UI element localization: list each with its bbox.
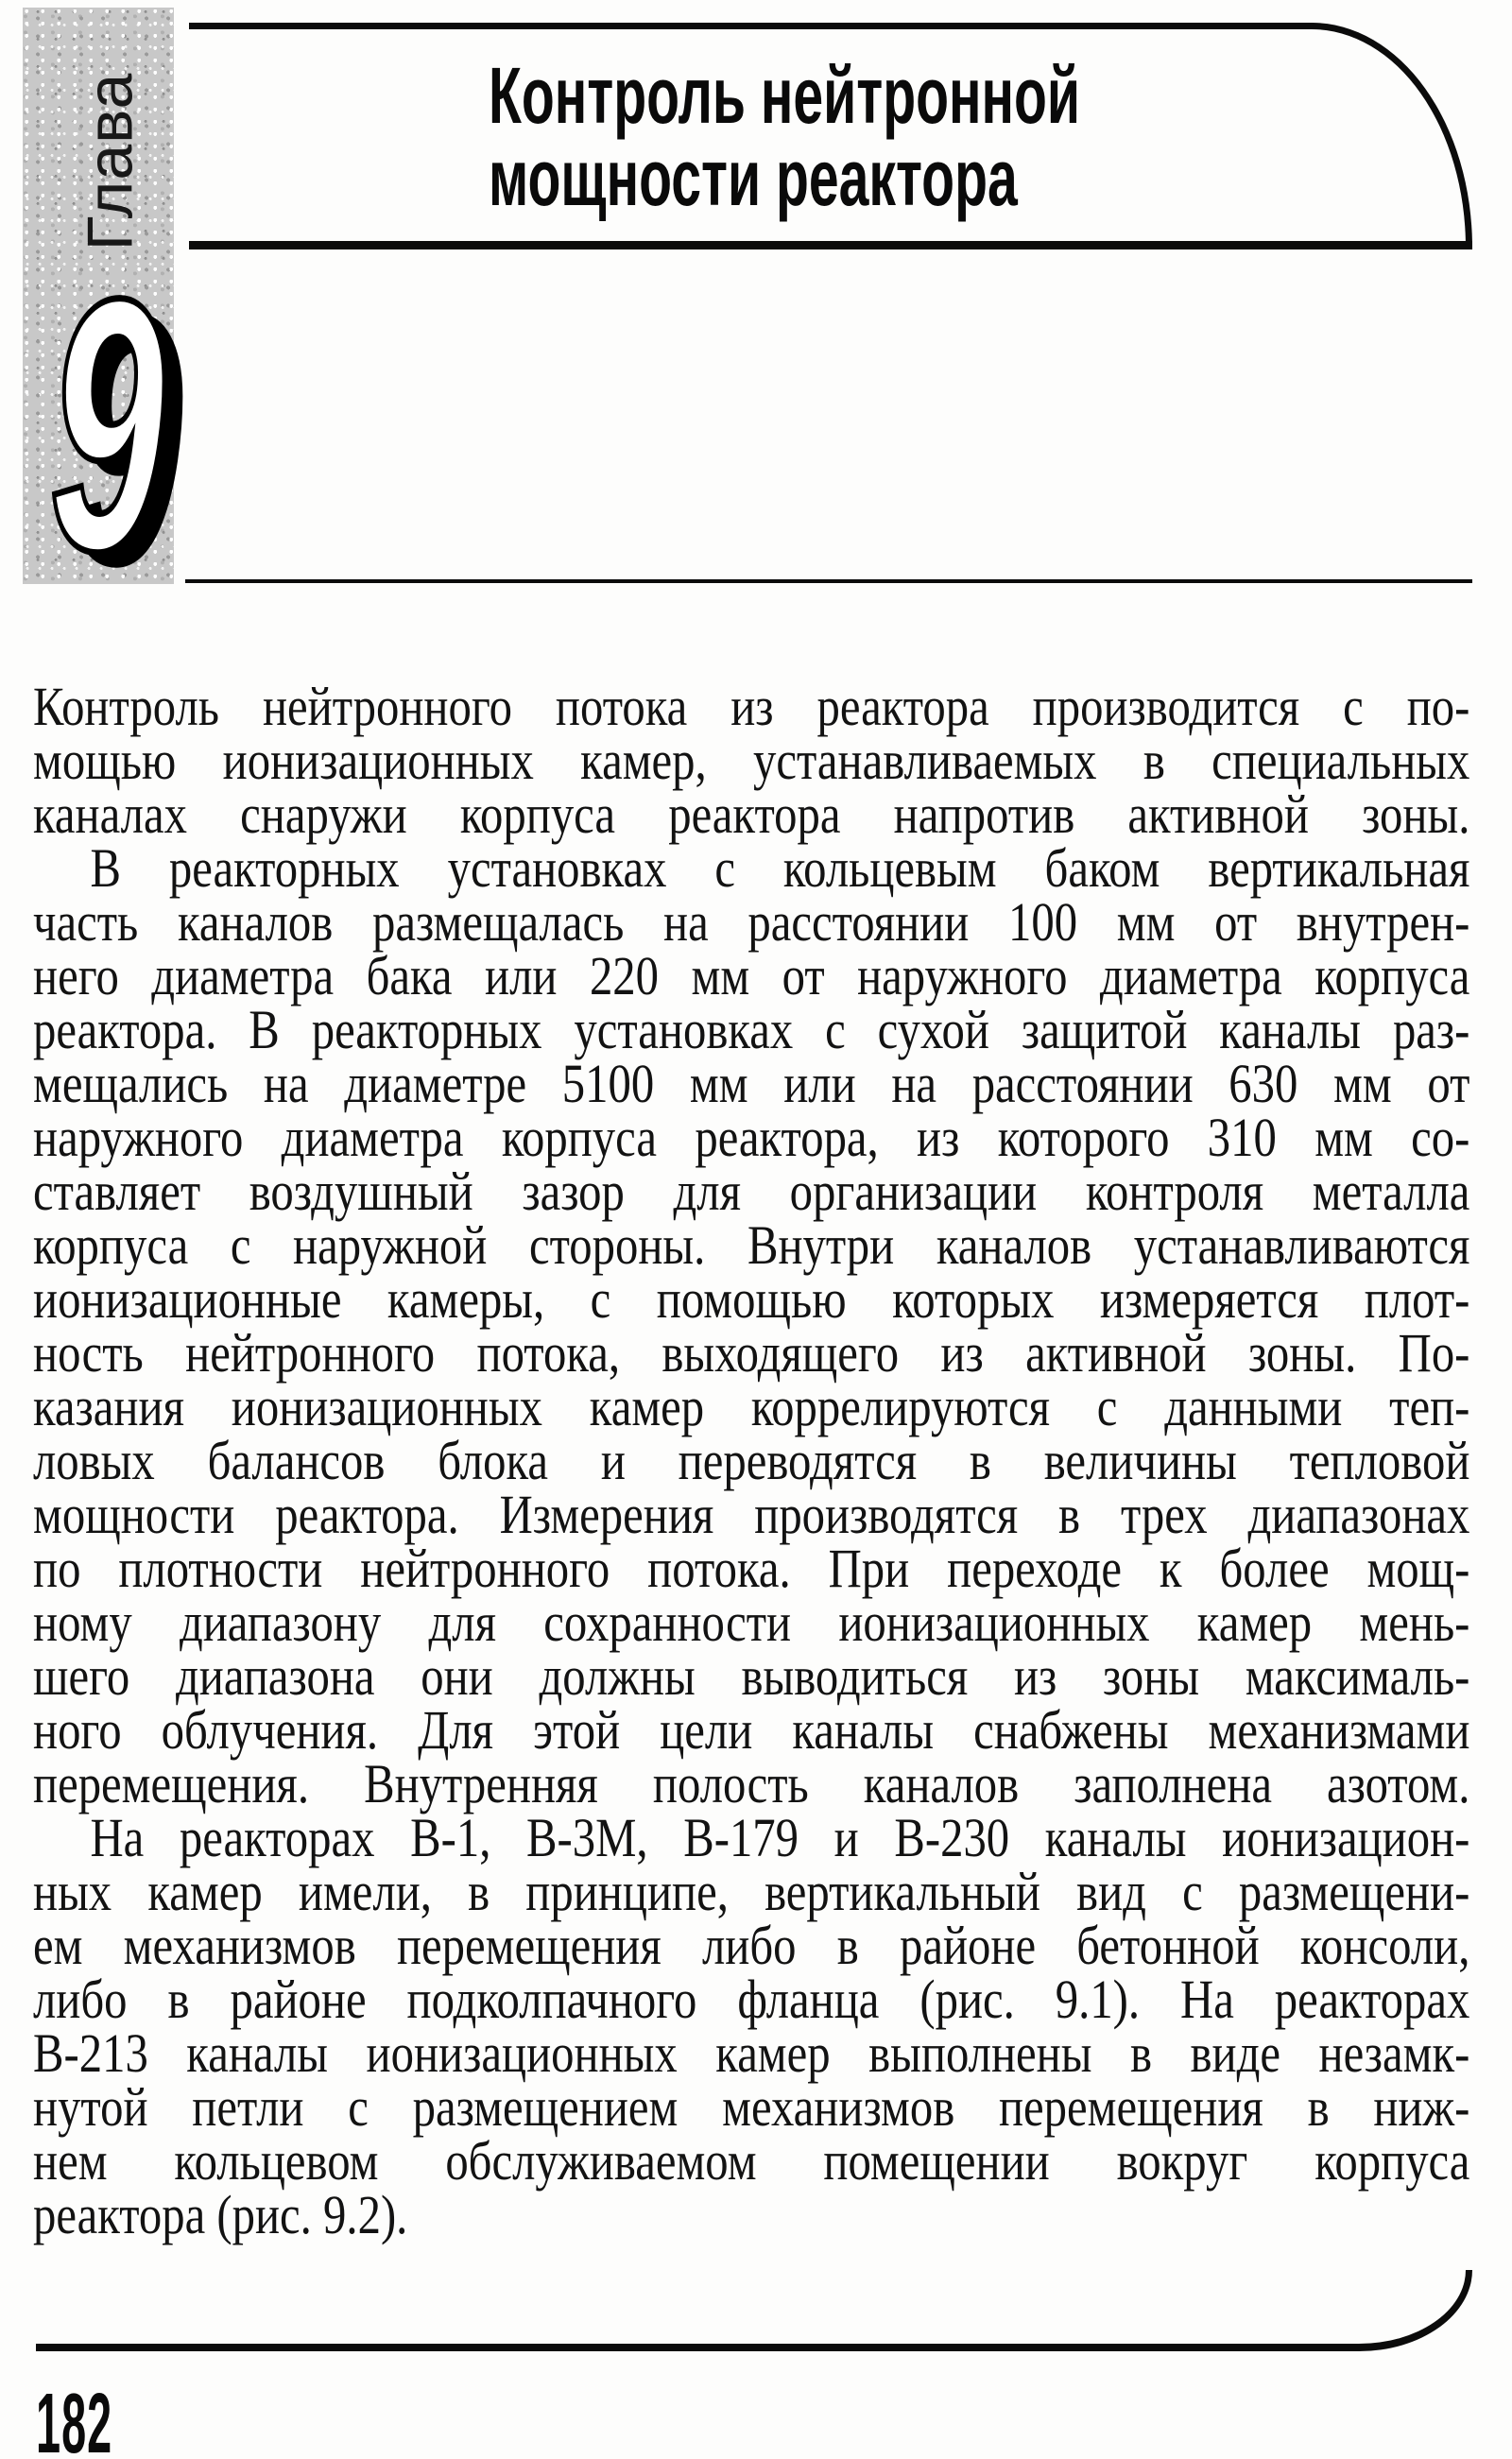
page-number: 182 — [36, 2377, 113, 2459]
body-line: нутой петли с размещением механизмов перемещения в ниж- — [33, 2076, 1470, 2138]
divider-rule — [185, 579, 1472, 583]
body-line: ному диапазону для сохранности ионизационных камер мень- — [33, 1591, 1470, 1653]
body-line: каналах снаружи корпуса реактора напротив активной зоны. — [33, 783, 1470, 845]
chapter-tab — [23, 8, 174, 626]
body-line: ных камер имели, в принципе, вертикальный вид с размещени- — [33, 1861, 1470, 1922]
body-line: перемещения. Внутренняя полость каналов заполнена азотом. — [33, 1753, 1470, 1814]
body-line: ловых балансов блока и переводятся в величины тепловой — [33, 1430, 1470, 1491]
body-line: мощью ионизационных камер, устанавливаемых в специальных — [33, 730, 1470, 791]
chapter-title-line1: Контроль нейтронной — [489, 51, 1081, 140]
body-line: реактора (рис. 9.2). — [33, 2184, 408, 2245]
body-line: ность нейтронного потока, выходящего из активной зоны. По- — [33, 1322, 1470, 1384]
body-line: казания ионизационных камер коррелируются с данными теп- — [33, 1376, 1470, 1437]
body-line: На реакторах В-1, В-3М, В-179 и В-230 каналы ионизацион- — [90, 1807, 1470, 1868]
body-line: часть каналов размещалась на расстоянии 100 мм от внутрен- — [33, 891, 1470, 953]
body-line: либо в районе подколпачного фланца (рис. 9.1). На реакторах — [33, 1969, 1470, 2030]
body-line: В-213 каналы ионизационных камер выполнены в виде незамк- — [33, 2022, 1470, 2084]
chapter-number: 9 — [49, 224, 165, 626]
chapter-tab-label: Глава — [74, 72, 146, 251]
body-line: ем механизмов перемещения либо в районе бетонной консоли, — [33, 1915, 1470, 1976]
body-line: ставляет воздушный зазор для организации контроля металла — [33, 1161, 1470, 1222]
body-line: наружного диаметра корпуса реактора, из которого 310 мм со- — [33, 1107, 1470, 1168]
body-line: мощности реактора. Измерения производятся в трех диапазонах — [33, 1484, 1470, 1545]
body-line: реактора. В реакторных установках с сухой защитой каналы раз- — [33, 999, 1470, 1060]
body-line: Контроль нейтронного потока из реактора производится с по- — [33, 676, 1470, 737]
body-line: по плотности нейтронного потока. При переходе к более мощ- — [33, 1538, 1470, 1599]
body-line: нем кольцевом обслуживаемом помещении вокруг корпуса — [33, 2130, 1470, 2192]
body-line: него диаметра бака или 220 мм от наружного диаметра корпуса — [33, 945, 1470, 1006]
body-line: ионизационные камеры, с помощью которых измеряется плот- — [33, 1268, 1470, 1330]
body-line: В реакторных установках с кольцевым баком вертикальная — [90, 837, 1470, 899]
body-line: ного облучения. Для этой цели каналы снабжены механизмами — [33, 1699, 1470, 1761]
body-text — [33, 676, 1470, 2245]
body-line: мещались на диаметре 5100 мм или на расстоянии 630 мм от — [33, 1053, 1470, 1114]
chapter-title-line2: мощности реактора — [489, 133, 1018, 222]
chapter-title — [489, 51, 1081, 222]
body-line: шего диапазона они должны выводиться из зоны максималь- — [33, 1645, 1470, 1707]
chapter-tab-label-wrap — [74, 72, 146, 251]
body-line: корпуса с наружной стороны. Внутри каналов устанавливаются — [33, 1214, 1470, 1276]
footer-rule — [36, 2270, 1472, 2351]
